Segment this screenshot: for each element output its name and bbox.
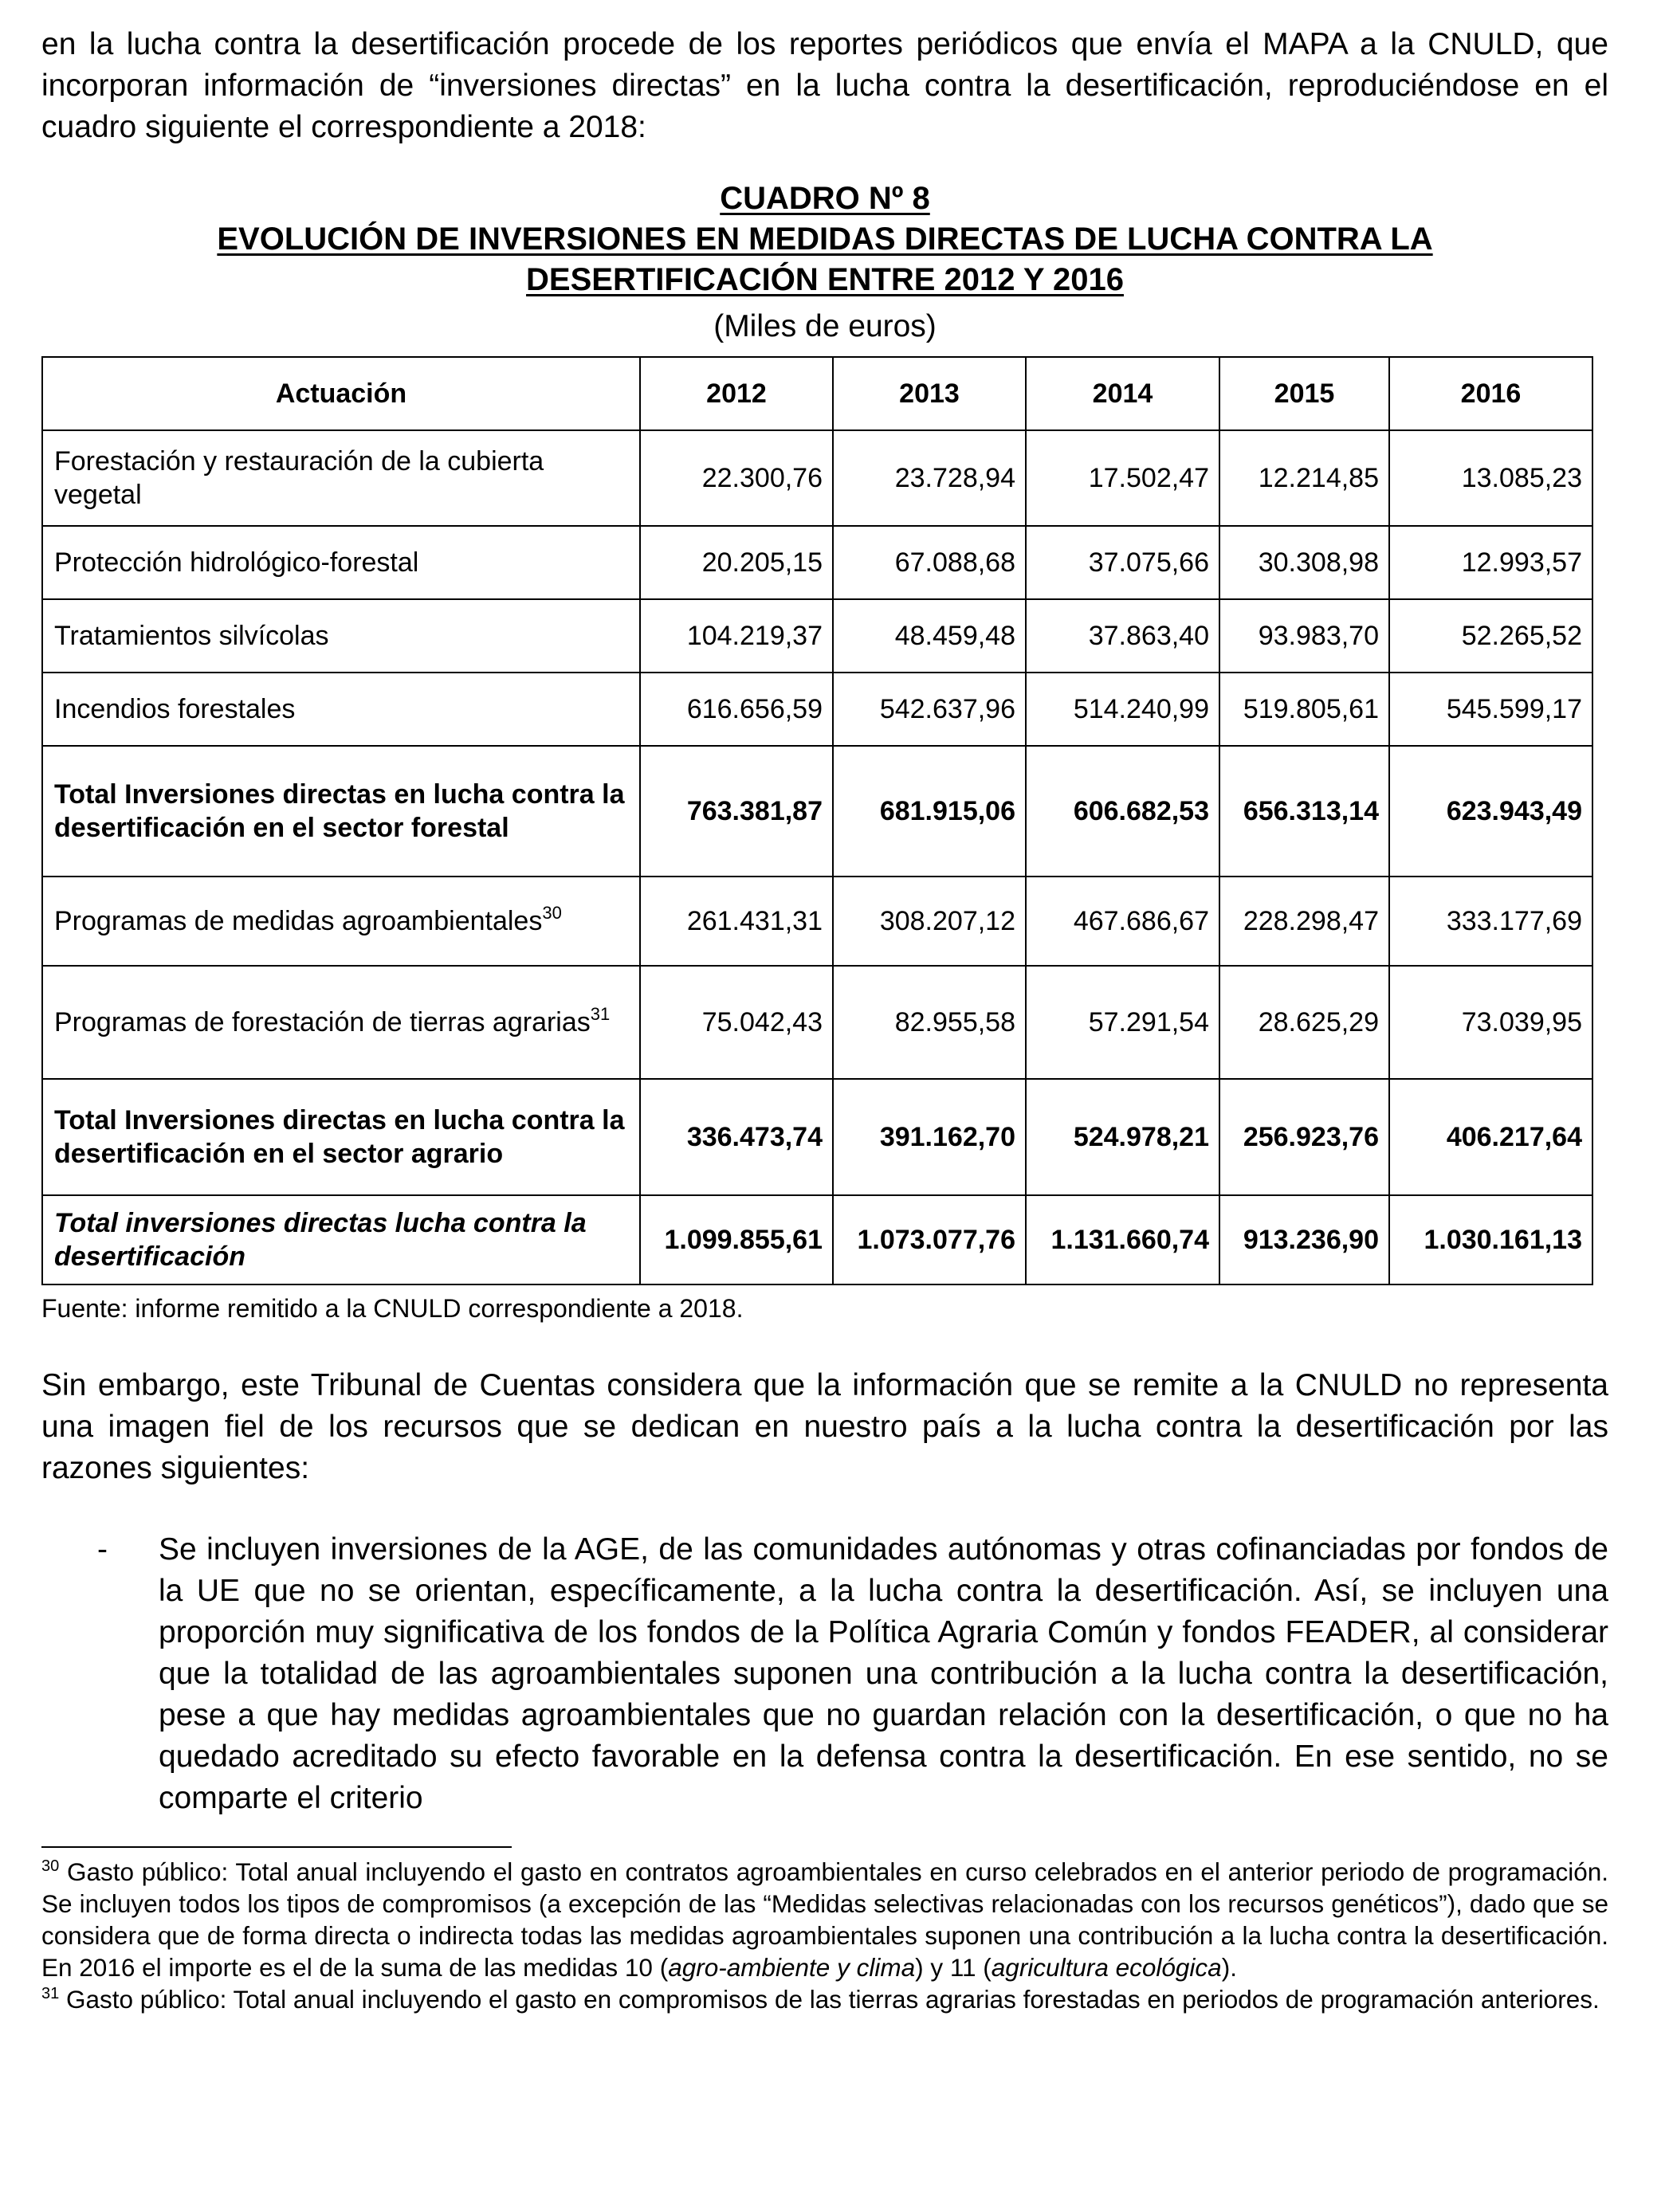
footnote-31: $^{31}$ Gasto público: Total anual incluyendo el gasto en compromisos de las tierras agrarias forestadas en periodos de programación anteriores. [41, 1985, 1600, 2014]
row-value: 1.073.077,76 [833, 1195, 1026, 1284]
subtotal-row-forestal [42, 746, 1592, 877]
bullet-marker: - [97, 1532, 108, 1567]
table-row [42, 877, 1592, 966]
row-value: 406.217,64 [1389, 1079, 1592, 1195]
row-value: 333.177,69 [1389, 877, 1592, 966]
row-value: 73.039,95 [1389, 966, 1592, 1079]
table-header-row [42, 357, 1592, 430]
footnote-ref: 31 [590, 1004, 611, 1024]
row-value: 1.099.855,61 [640, 1195, 833, 1284]
header-year: 2016 [1389, 357, 1592, 430]
row-value: 913.236,90 [1219, 1195, 1389, 1284]
row-value: 542.637,96 [833, 673, 1026, 746]
row-value: 48.459,48 [833, 599, 1026, 673]
row-value: 93.983,70 [1219, 599, 1389, 673]
table-row [42, 599, 1592, 673]
row-value: 228.298,47 [1219, 877, 1389, 966]
row-value: 514.240,99 [1026, 673, 1219, 746]
row-value: 28.625,29 [1219, 966, 1389, 1079]
row-label: Total Inversiones directas en lucha contra la desertificación en el sector agrario [42, 1079, 640, 1195]
table-source: Fuente: informe remitido a la CNULD correspondiente a 2018. [41, 1294, 744, 1323]
header-year: 2014 [1026, 357, 1219, 430]
row-value: 545.599,17 [1389, 673, 1592, 746]
footnote-separator [41, 1846, 512, 1848]
table-row [42, 966, 1592, 1079]
row-value: 30.308,98 [1219, 526, 1389, 599]
row-value: 17.502,47 [1026, 430, 1219, 526]
footnote-ref: 30 [542, 903, 562, 923]
row-label: Incendios forestales [42, 673, 640, 746]
row-value: 256.923,76 [1219, 1079, 1389, 1195]
row-value: 519.805,61 [1219, 673, 1389, 746]
investments-table [41, 356, 1593, 1285]
intro-paragraph: en la lucha contra la desertificación procede de los reportes periódicos que envía el MAPA a la CNULD, que incorporan información de “inversiones directas” en la lucha contra la desertificación, reproduciéndose en el cuadro siguiente el correspondiente a 2018: [41, 27, 1608, 144]
row-value: 52.265,52 [1389, 599, 1592, 673]
table-row [42, 526, 1592, 599]
table-row [42, 430, 1592, 526]
row-value: 763.381,87 [640, 746, 833, 877]
row-value: 104.219,37 [640, 599, 833, 673]
row-label: Total Inversiones directas en lucha contra la desertificación en el sector forestal [42, 746, 640, 877]
header-year: 2013 [833, 357, 1026, 430]
caption-title-line-2: DESERTIFICACIÓN ENTRE 2012 Y 2016 [526, 262, 1124, 297]
row-value: 606.682,53 [1026, 746, 1219, 877]
row-value: 12.214,85 [1219, 430, 1389, 526]
row-value: 616.656,59 [640, 673, 833, 746]
row-value: 57.291,54 [1026, 966, 1219, 1079]
row-value: 22.300,76 [640, 430, 833, 526]
header-year: 2012 [640, 357, 833, 430]
table-caption [41, 178, 1608, 347]
row-label: Programas de forestación de tierras agrarias$^{31}$ [42, 966, 640, 1079]
header-actuacion: Actuación [42, 357, 640, 430]
footnote-30: $^{30}$ Gasto público: Total anual incluyendo el gasto en contratos agroambientales en curso celebrados en el anterior periodo de programación. Se incluyen todos los tipos de compromisos (a excepción de las “Medidas selectivas relacionadas con los recursos genéticos”), dado que se considera que de forma directa o indirecta todas las medidas agroambientales suponen una contribución a la lucha contra la desertificación. En 2016 el importe es el de la suma de las medidas 10 (agro-ambiente y clima) y 11 (agricultura ecológica). [41, 1857, 1608, 1982]
document-page [41, 24, 1608, 2015]
row-value: 1.131.660,74 [1026, 1195, 1219, 1284]
row-value: 1.030.161,13 [1389, 1195, 1592, 1284]
row-value: 82.955,58 [833, 966, 1026, 1079]
row-value: 23.728,94 [833, 430, 1026, 526]
grand-total-row [42, 1195, 1592, 1284]
row-value: 623.943,49 [1389, 746, 1592, 877]
row-value: 261.431,31 [640, 877, 833, 966]
caption-title-line-1: EVOLUCIÓN DE INVERSIONES EN MEDIDAS DIRECTAS DE LUCHA CONTRA LA [217, 222, 1433, 257]
row-value: 13.085,23 [1389, 430, 1592, 526]
row-value: 524.978,21 [1026, 1079, 1219, 1195]
row-label: Total inversiones directas lucha contra la desertificación [42, 1195, 640, 1284]
bullet-item [41, 1529, 1608, 1819]
header-year: 2015 [1219, 357, 1389, 430]
row-value: 37.863,40 [1026, 599, 1219, 673]
subtotal-row-agrario [42, 1079, 1592, 1195]
footnote-number: 30 [41, 1857, 60, 1875]
row-label: Forestación y restauración de la cubierta vegetal [42, 430, 640, 526]
row-value: 656.313,14 [1219, 746, 1389, 877]
row-value: 20.205,15 [640, 526, 833, 599]
row-value: 67.088,68 [833, 526, 1026, 599]
row-value: 681.915,06 [833, 746, 1026, 877]
row-value: 336.473,74 [640, 1079, 833, 1195]
body-paragraph: Sin embargo, este Tribunal de Cuentas considera que la información que se remite a la CNULD no representa una imagen fiel de los recursos que se dedican en nuestro país a la lucha contra la desertificación por las razones siguientes: [41, 1368, 1608, 1485]
row-value: 75.042,43 [640, 966, 833, 1079]
row-label: Programas de medidas agroambientales$^{30}$ [42, 877, 640, 966]
row-label: Tratamientos silvícolas [42, 599, 640, 673]
row-value: 467.686,67 [1026, 877, 1219, 966]
row-value: 308.207,12 [833, 877, 1026, 966]
table-row [42, 673, 1592, 746]
row-value: 391.162,70 [833, 1079, 1026, 1195]
footnote-number: 31 [41, 1985, 60, 2002]
row-value: 12.993,57 [1389, 526, 1592, 599]
caption-units: (Miles de euros) [713, 309, 937, 343]
bullet-text: Se incluyen inversiones de la AGE, de las comunidades autónomas y otras cofinanciadas por fondos de la UE que no se orientan, específicamente, a la lucha contra la desertificación. Así, se incluyen una proporción muy significativa de los fondos de la Política Agraria Común y fondos FEADER, al considerar que la totalidad de las agroambientales suponen una contribución a la lucha contra la desertificación, pese a que hay medidas agroambientales que no guardan relación con la desertificación, o que no ha quedado acreditado su efecto favorable en la defensa contra la desertificación. En ese sentido, no se comparte el criterio [159, 1532, 1608, 1815]
caption-number: CUADRO Nº 8 [720, 181, 930, 216]
row-value: 37.075,66 [1026, 526, 1219, 599]
row-label: Protección hidrológico-forestal [42, 526, 640, 599]
